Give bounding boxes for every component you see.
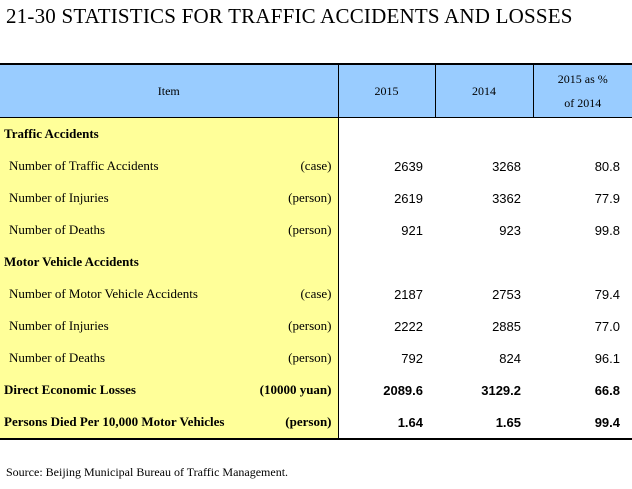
header-2015: 2015 [338,64,435,118]
value-ratio: 80.8 [594,158,620,174]
value-2014: 1.65 [435,406,533,439]
row-unit: (person) [285,414,332,429]
section-label: Motor Vehicle Accidents [4,254,139,269]
header-ratio [533,64,632,118]
table-row [0,310,632,342]
value-2014: 3362 [492,190,521,206]
table-row [0,278,632,310]
value-ratio: 77.9 [594,190,620,206]
row-label: Number of Deaths [9,350,106,365]
row-unit: (10000 yuan) [259,382,332,397]
row-unit: (person) [288,350,332,365]
row-label: Number of Injuries [9,190,109,205]
table-row [0,214,632,246]
table-row [0,342,632,374]
table-header-row [0,64,632,118]
value-2015: 921 [401,222,423,238]
header-2014: 2014 [435,64,533,118]
value-ratio: 66.8 [594,382,620,398]
row-label: Number of Motor Vehicle Accidents [9,286,198,301]
source-note: Source: Beijing Municipal Bureau of Traffic Management. [6,465,289,479]
value-2014: 824 [499,350,521,366]
header-ratio-line2: of 2014 [564,96,602,110]
table-row [0,182,632,214]
row-unit: (person) [288,318,332,333]
header-item: Item [0,64,338,118]
value-2014: 923 [499,222,521,238]
value-2014: 2885 [492,318,521,334]
section-cell [0,118,338,151]
value-2015: 2089.6 [383,382,423,398]
section-row [0,246,632,278]
header-ratio-line1: 2015 as % [557,72,608,86]
row-label: Number of Traffic Accidents [9,158,159,173]
row-unit: (person) [288,222,332,237]
value-2014: 3268 [492,158,521,174]
value-2015: 792 [401,350,423,366]
value-ratio: 96.1 [594,350,620,366]
statistics-table [0,63,632,440]
row-label: Persons Died Per 10,000 Motor Vehicles [4,414,225,429]
table-row [0,406,632,439]
value-2015: 2639 [394,158,423,174]
value-ratio: 99.4 [533,406,632,439]
value-ratio: 99.8 [594,222,620,238]
table-row [0,374,632,406]
row-label: Number of Injuries [9,318,109,333]
value-2015: 2222 [394,318,423,334]
page-title: 21-30 STATISTICS FOR TRAFFIC ACCIDENTS AND LOSSES [6,4,573,28]
value-ratio: 77.0 [594,318,620,334]
row-unit: (case) [300,158,332,173]
value-2014: 2753 [492,286,521,302]
section-label: Traffic Accidents [4,126,99,141]
row-label: Number of Deaths [9,222,106,237]
value-2015: 2619 [394,190,423,206]
row-unit: (person) [288,190,332,205]
row-label: Direct Economic Losses [4,382,136,397]
row-unit: (case) [300,286,332,301]
value-2015: 1.64 [338,406,435,439]
section-cell [0,246,338,278]
section-row [0,118,632,151]
value-2014: 3129.2 [481,382,521,398]
value-ratio: 79.4 [594,286,620,302]
value-2015: 2187 [394,286,423,302]
table-row [0,150,632,182]
